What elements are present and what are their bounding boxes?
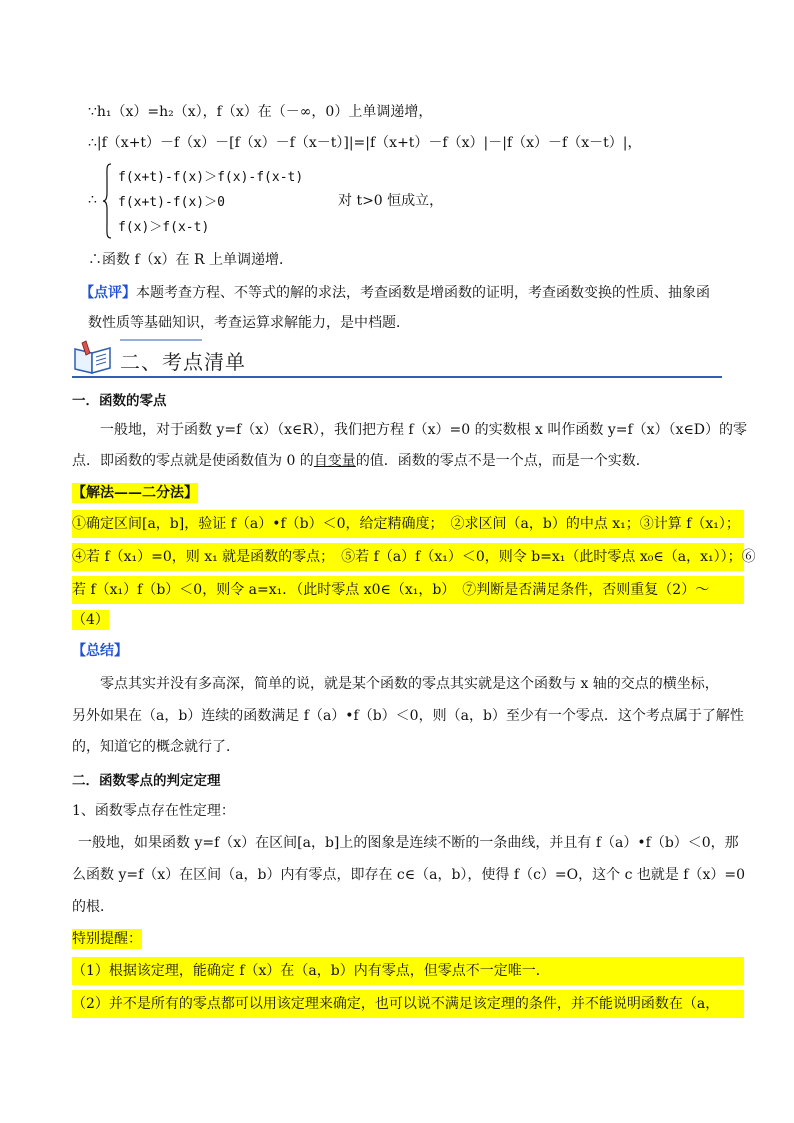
note-label: 特别提醒： [72,931,142,947]
book-icon [72,339,114,377]
bisection-step-3: 若 f（x₁）f（b）＜0，则令 a=x₁．（此时零点 x0∈（x₁，b） ⑦判断是否满足条件，否则重复（2）～ [72,582,710,598]
system-note: 对 t>0 恒成立， [338,193,444,209]
zero-point-para-1: 一般地，对于函数 y=f（x）（x∈R），我们把方程 f（x）=0 的实数根 x 叫作函数 y=f（x）（x∈D）的零 [100,422,748,438]
theorem-para-3: 的根． [72,899,114,915]
summary-line-2: 另外如果在（a，b）连续的函数满足 f（a）•f（b）＜0，则（a，b）至少有一个零点．这个考点属于了解性 [72,708,744,724]
note-line-1: （1）根据该定理，能确定 f（x）在（a，b）内有零点，但零点不一定唯一． [72,963,550,979]
bisection-step-2: ④若 f（x₁）=0，则 x₁ 就是函数的零点； ⑤若 f（a）f（x₁）＜0，则令 b=x₁（此时零点 x₀∈（a，x₁））；⑥ [72,549,756,565]
theorem-para-1: 一般地，如果函数 y=f（x）在区间[a，b]上的图象是连续不断的一条曲线，并且有 f（a）•f（b）＜0，那 [78,835,739,851]
summary-line-1: 零点其实并没有多高深，简单的说，就是某个函数的零点其实就是这个函数与 x 轴的交点的横坐标， [100,676,719,692]
theorem-subheading: 1、函数零点存在性定理： [72,803,235,819]
derivation-line-2: ∴|f（x+t）－f（x）－[f（x）－f（x－t）]|=|f（x+t）－f（x）|－|f（x）－f（x－t）|， [88,135,642,151]
brace-icon [102,163,112,239]
method-label: 【解法——二分法】 [72,485,198,501]
therefore-symbol: ∴ [88,192,97,208]
comment-text-2: 数性质等基础知识，考查运算求解能力，是中档题． [88,315,410,331]
underlined-term: 自变量 [313,453,356,469]
bisection-step-4: （4） [72,612,109,628]
zero-point-para-2: 点．即函数的零点就是使函数值为 0 的自变量的值．函数的零点不是一个点，而是一个实数． [72,453,650,469]
section-title: 二、考点清单 [120,350,246,374]
system-line-1: f(x+t)-f(x)＞f(x)-f(x-t) [118,170,304,185]
comment-text-1: 本题考查方程、不等式的解的求法，考查函数是增函数的证明，考查函数变换的性质、抽象函 [136,285,710,301]
summary-line-3: 的，知道它的概念就行了． [72,739,240,755]
system-line-2: f(x+t)-f(x)＞0 [118,195,225,210]
section-divider [72,376,722,378]
comment-paragraph [80,283,710,303]
theorem-para-2: 么函数 y=f（x）在区间（a，b）内有零点，即存在 c∈（a，b），使得 f（c）=O，这个 c 也就是 f（x）=0 [72,867,746,883]
note-line-2: （2）并不是所有的零点都可以用该定理来确定，也可以说不满足该定理的条件，并不能说明函数在（a， [72,996,720,1012]
summary-label: 【总结】 [72,643,128,659]
derivation-line-1: ∵h₁（x）=h₂（x），f（x）在（－∞，0）上单调递增， [88,104,433,120]
heading-zero-point: 一．函数的零点 [72,393,167,409]
bisection-step-1: ①确定区间[a，b]，验证 f（a）•f（b）＜0，给定精确度； ②求区间（a，b）的中点 x₁；③计算 f（x₁）； [72,516,740,532]
system-line-3: f(x)＞f(x-t) [118,220,210,235]
conclusion-line: ∴函数 f（x）在 R 上单调递增． [88,252,293,268]
heading-theorem: 二．函数零点的判定定理 [72,773,221,789]
comment-label: 【点评】 [80,285,136,301]
